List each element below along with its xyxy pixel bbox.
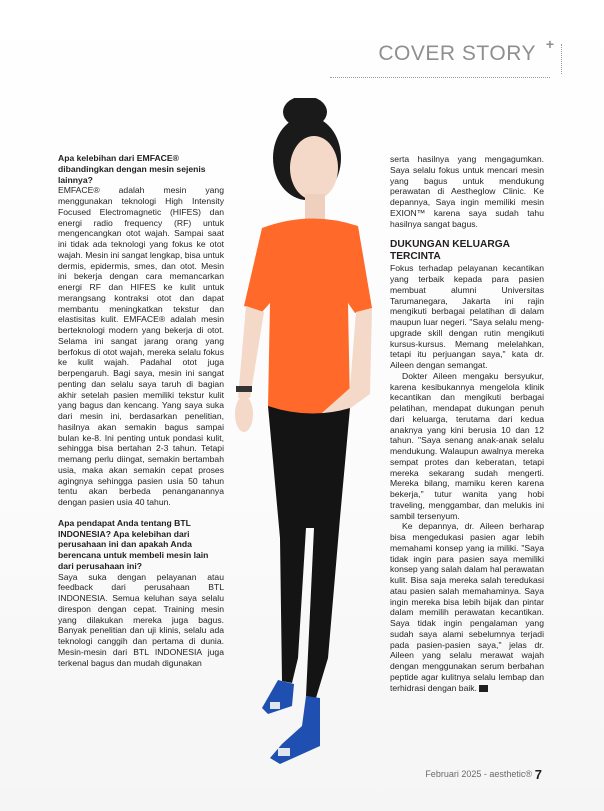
header-dotted-rule [330, 77, 550, 78]
face [290, 136, 338, 200]
paragraph-continued: serta hasilnya yang mengagumkan. Saya selalu fokus untuk mencari mesin yang bagus untuk mendukung perawatan di Aestheglow Clinic. Ke depannya, Saya ingin memiliki mesin EXION™ karena saya sudah tahu hasilnya sangat bagus. [390, 154, 544, 229]
left-column [58, 153, 224, 668]
question-1: Apa kelebihan dari EMFACE® dibandingkan dengan mesin sejenis lainnya? [58, 153, 206, 185]
header-dotted-vrule [561, 44, 562, 74]
shoe-buckle-left [270, 702, 280, 709]
section-header [330, 36, 554, 74]
question-2: Apa pendapat Anda tentang BTL INDONESIA? Apa kelebihan dari perusahaan ini dan apakah Anda berencana untuk membeli mesin lain dari perusahaan ini? [58, 517, 209, 571]
footer-issue: Februari 2025 - aesthetic® [425, 769, 532, 779]
right-column [390, 154, 544, 693]
answer-1: EMFACE® adalah mesin yang menggunakan teknologi High Intensity Focused Electromagnetic (HIFES) dan energi radio frequency (RF) untuk mengencangkan otot wajah. Sampai saat ini tidak ada teknologi yang fokus ke otot wajah. Mesin ini sangat lengkap, bisa untuk dermis, epidermis, smes, dan otot. Mesin ini bekerja dengan cara memancarkan energi RF dan HIFES ke kulit untuk merangsang kontraksi otot dan dapat membantu meningkatkan tekstur dan elastisitas kulit. EMFACE® adalah mesin berteknologi modern yang bekerja di otot. Selama ini sangat jarang orang yang berfokus di otot wajah, mereka selalu fokus ke kulit wajah. Padahal otot juga berpengaruh. Bagi saya, mesin ini sangat penting dan selalu saya taruh di bagian akhir setelah pasien memiliki tekstur kulit yang bagus dan kencang. Yang saya suka dari mesin ini, berdasarkan penelitian, hasilnya akan semakin bagus sampai bulan ke-8. Ini penting untuk pondasi kulit, sehingga bisa bertahan 2-3 tahun. Tetapi memang perlu diingat, semakin bertambah usia, maka akan semakin cepat proses agingnya sehingga pasien usia 50 tahun tentu akan berbeda penanganannya dengan pasien usia 40 tahun. [58, 185, 224, 507]
left-hand [235, 396, 253, 432]
paragraph-4-text: Ke depannya, dr. Aileen berharap bisa mengedukasi pasien agar lebih memahami konsep yang ia miliki. "Saya tidak ingin para pasien saya memiliki konsep yang salah dalam hal perawatan kulit. Bisa saja mereka salah teredukasi atau pasien salah memahaminya. Saya ingin mereka bisa lebih bijak dan pintar dalam memilih perawatan kecantikan. Saya tidak ingin pengalaman yang sudah saya alami sebelumnya terjadi pada pasien-pasien saya," jelas dr. Aileen yang selalu merawat wajah dengan menggunakan serum berbahan peptide agar kulitnya selalu lembap dan terhidrasi dengan baik. [390, 521, 544, 693]
subheading-keluarga: DUKUNGAN KELUARGA TERCINTA [390, 239, 510, 263]
answer-2: Saya suka dengan pelayanan atau feedback dari perusahaan BTL INDONESIA. Semua keluhan saya selalu direspon dengan cepat. Training mesin yang dilakukan mereka juga bagus. Banyak penelitian dan uji klinis, selalu ada teknologi canggih dan pertama di dunia. Mesin-mesin dari BTL INDONESIA juga terkenal bagus dan mudah digunakan [58, 571, 224, 668]
paragraph-4 [390, 521, 544, 693]
page-number: 7 [534, 767, 542, 782]
paragraph-3: Dokter Aileen mengaku bersyukur, karena kesibukannya mengelola klinik kecantikan dan mengikuti berbagai pelatihan, mendapat dukungan penuh dari keluarga, terutama dari kedua anaknya yang kini berusia 10 dan 12 tahun. "Saya senang anak-anak selalu mendukung. Walaupun awalnya mereka sempat protes dan keberatan, tetapi mereka sekarang sudah mengerti. Mereka bilang, mamiku keren karena bekerja," tutur wanita yang hobi traveling, menggambar, dan melukis ini sambil tersenyum. [390, 370, 544, 521]
paragraph-2: Fokus terhadap pelayanan kecantikan yang terbaik kepada para pasien membuat alumni Universitas Tarumanegara, Jakarta ini rajin mengikuti berbagai pelatihan di dalam maupun luar negeri. "Saya selalu meng-upgrade skill dengan rutin mengikuti kursus-kursus. Memang melelahkan, tetapi itu perjuangan saya," kata dr. Aileen dengan semangat. [390, 263, 544, 370]
shoe-buckle-right [278, 748, 290, 756]
watch [236, 386, 252, 392]
neck [305, 194, 325, 220]
section-plus-mark: + [545, 36, 554, 52]
cover-photo-woman [210, 98, 395, 778]
black-leggings [268, 406, 350, 698]
left-arm [238, 306, 264, 398]
section-title: COVER STORY [378, 42, 536, 65]
end-mark-icon [479, 685, 488, 692]
